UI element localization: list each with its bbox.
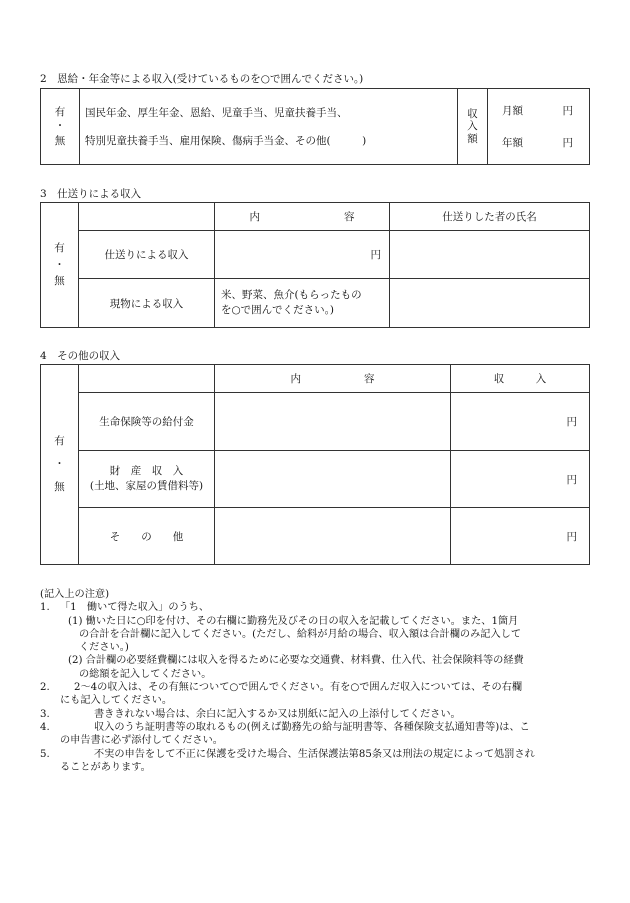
yen-unit: 円: [566, 473, 577, 486]
yen-unit: 円: [566, 530, 577, 543]
no-option[interactable]: 無: [54, 481, 65, 494]
pension-types-line-1: 国民年金、厚生年金、恩給、児童手当、児童扶養手当、: [85, 106, 348, 119]
separator-dot: ・: [54, 120, 66, 133]
content-header: 内 容: [215, 203, 390, 231]
allowance-income-label: 仕送りによる収入: [79, 231, 215, 279]
sender-name-header: 仕送りした者の氏名: [390, 203, 590, 231]
in-kind-content-field[interactable]: 米、野菜、魚介(もらったもの を○で囲んでください。): [215, 279, 390, 328]
notes-heading: (記入上の注意): [40, 589, 110, 600]
yes-no-cell[interactable]: [41, 203, 79, 328]
property-income-label: 財 産 収 入 (土地、家屋の賃借料等): [79, 451, 215, 508]
section-3-title: 3 仕送りによる収入: [40, 188, 142, 200]
property-income-amount-field[interactable]: [451, 451, 590, 508]
life-insurance-amount-field[interactable]: [451, 393, 590, 451]
amount-cell[interactable]: [488, 89, 590, 165]
life-insurance-label: 生命保険等の給付金: [79, 393, 215, 451]
separator-dot: ・: [54, 258, 65, 271]
note-5: 5. 不実の申告をして不正に保護を受けた場合、生活保護法第85条又は刑法の規定によって処罰され ることがあります。: [40, 748, 535, 773]
section-4-title: 4 その他の収入: [40, 350, 121, 362]
note-1-1: (1) 働いた日に○印を付け、その右欄に勤務先及びその日の収入を記載してください。また、1箇月 の合計を合計欄に記入してください。(ただし、給料が月給の場合、収入額は合計欄のみ記入して ください。): [68, 615, 522, 654]
pension-types-line-2: 特別児童扶養手当、雇用保険、傷病手当金、その他( ): [85, 134, 367, 147]
yen-unit: 円: [566, 416, 577, 428]
allowance-amount-field[interactable]: [215, 231, 390, 279]
income-header: 収 入: [451, 365, 590, 393]
yes-option[interactable]: 有: [54, 106, 66, 119]
pension-types-cell[interactable]: [80, 89, 458, 165]
monthly-label: 月額: [502, 104, 523, 117]
in-kind-income-label: 現物による収入: [79, 279, 215, 328]
pension-income-table: [40, 88, 590, 165]
property-income-content-field[interactable]: [215, 451, 451, 508]
content-header: 内 容: [215, 365, 451, 393]
other-amount-field[interactable]: [451, 508, 590, 565]
yearly-yen: 円: [562, 136, 573, 149]
monthly-yen: 円: [562, 104, 573, 117]
other-label: そ の 他: [79, 508, 215, 565]
yes-no-cell[interactable]: [41, 365, 79, 565]
no-option[interactable]: 無: [54, 275, 65, 288]
note-3: 3. 書ききれない場合は、余白に記入するか又は別紙に記入の上添付してください。: [40, 708, 461, 720]
note-1: 1. 「1 働いて得た収入」のうち、: [40, 602, 210, 614]
yes-option[interactable]: 有: [54, 434, 65, 447]
in-kind-sender-field[interactable]: [390, 279, 590, 328]
no-option[interactable]: 無: [54, 134, 66, 147]
other-income-table: [40, 364, 590, 565]
allowance-sender-field[interactable]: [390, 231, 590, 279]
section-2-title: 2 恩給・年金等による収入(受けているものを○で囲んでください。): [40, 73, 364, 85]
yen-unit: 円: [370, 249, 381, 261]
yes-option[interactable]: 有: [54, 241, 65, 254]
note-1-2: (2) 合計欄の必要経費欄には収入を得るために必要な交通費、材料費、仕入代、社会保険料等の経費 の総額を記入してください。: [68, 655, 524, 680]
yes-no-cell[interactable]: [41, 89, 80, 165]
allowance-income-table: [40, 202, 590, 328]
note-4: 4. 収入のうち証明書等の取れるもの(例えば勤務先の給与証明書等、各種保険支払通知書等)は、こ の申告書に必ず添付してください。: [40, 721, 530, 747]
note-2: 2. 2～4の収入は、その有無について○で囲んでください。有を○で囲んだ収入については、その右欄 にも記入してください。: [40, 682, 523, 707]
yearly-label: 年額: [502, 136, 523, 149]
other-content-field[interactable]: [215, 508, 451, 565]
life-insurance-content-field[interactable]: [215, 393, 451, 451]
separator-dot: ・: [54, 457, 65, 470]
entry-notes: [40, 588, 592, 774]
income-amount-label: 収 入 額: [458, 89, 488, 165]
